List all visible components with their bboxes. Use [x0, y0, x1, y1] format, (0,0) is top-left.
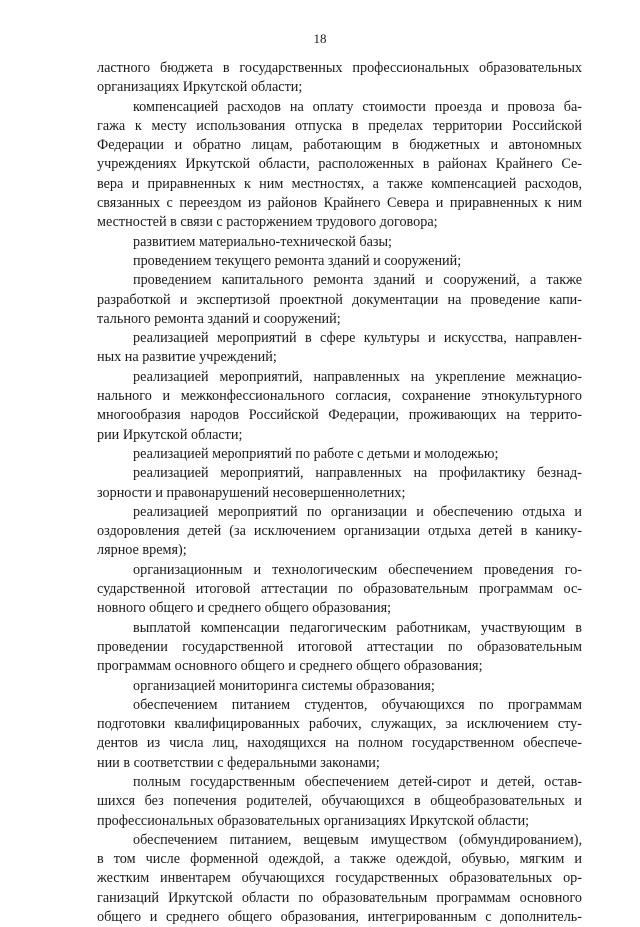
text-line: проведении государственной итоговой аттестации по образовательным: [97, 638, 582, 655]
text-line: сударственной итоговой аттестации по образовательным программам ос-: [97, 581, 582, 598]
text-line: оздоровления детей (за исключением организации отдыха детей в канику-: [97, 523, 582, 540]
text-line: местностей в связи с расторжением трудового договора;: [97, 214, 438, 231]
text-line: Федерации и обратно лицам, работающим в бюджетных и автономных: [97, 137, 582, 154]
text-line: разработкой и экспертизой проектной документации на проведение капи-: [97, 291, 582, 308]
text-line: шихся без попечения родителей, обучающихся в общеобразовательных и: [97, 793, 582, 810]
text-line: проведением капитального ремонта зданий и сооружений, а также: [133, 272, 582, 289]
text-line: нии в соответствии с федеральными законами;: [97, 754, 380, 771]
text-line: ластного бюджета в государственных профессиональных образовательных: [97, 60, 582, 76]
text-line: нального и межконфессионального согласия, сохранение этнокультурного: [97, 388, 582, 405]
text-line: реализацией мероприятий, направленных на профилактику безнад-: [133, 465, 582, 482]
text-line: новного общего и среднего общего образования;: [97, 600, 392, 617]
text-line: программам основного общего и среднего общего образования;: [97, 658, 483, 675]
text-line: вера и приравненных к ним местностях, а также компенсацией расходов,: [97, 175, 582, 192]
page-number: 18: [313, 31, 327, 46]
text-line: общего и среднего общего образования, интегрированным с дополнитель-: [97, 909, 582, 926]
text-line: многообразия народов Российской Федерации, проживающих на террито-: [97, 407, 582, 424]
text-line: подготовки квалифицированных рабочих, служащих, за исключением сту-: [97, 716, 582, 733]
text-line: ганизаций Иркутской области по образовательным программам основного: [97, 889, 582, 906]
text-line: рии Иркутской области;: [97, 426, 243, 443]
text-line: реализацией мероприятий по работе с детьми и молодежью;: [133, 445, 499, 462]
text-line: зорности и правонарушений несовершеннолетних;: [97, 484, 406, 501]
text-line: реализацией мероприятий в сфере культуры и искусства, направлен-: [133, 330, 582, 347]
text-line: в том числе форменной одеждой, а также одеждой, обувью, мягким и: [97, 851, 582, 868]
text-line: развитием материально-технической базы;: [133, 233, 392, 250]
text-line: учреждениях Иркутской области, расположенных в районах Крайнего Се-: [97, 156, 582, 173]
text-line: дентов из числа лиц, находящихся на полном государственном обеспече-: [97, 735, 582, 752]
text-line: компенсацией расходов на оплату стоимости проезда и провоза ба-: [133, 98, 582, 115]
text-line: реализацией мероприятий по организации и обеспечению отдыха и: [133, 503, 582, 520]
text-line: выплатой компенсации педагогическим работникам, участвующим в: [133, 619, 582, 636]
text-line: профессиональных образовательных организациях Иркутской области;: [97, 812, 530, 829]
text-line: полным государственным обеспечением детей-сирот и детей, остав-: [133, 773, 582, 790]
text-line: проведением текущего ремонта зданий и сооружений;: [133, 252, 462, 269]
text-line: обеспечением питанием студентов, обучающихся по программам: [133, 696, 582, 713]
text-line: организацией мониторинга системы образования;: [133, 677, 435, 694]
text-line: тального ремонта зданий и сооружений;: [97, 310, 341, 327]
text-line: жестким инвентарем обучающихся государственных образовательных ор-: [97, 870, 582, 887]
text-line: лярное время);: [97, 542, 187, 559]
text-line: связанных с переездом из районов Крайнего Севера и приравненных к ним: [97, 195, 582, 212]
text-line: организациях Иркутской области;: [97, 79, 303, 96]
text-line: ных на развитие учреждений;: [97, 349, 277, 366]
text-line: обеспечением питанием, вещевым имуществом (обмундированием),: [133, 831, 582, 848]
text-line: гажа к месту использования отпуска в пределах территории Российской: [97, 117, 582, 134]
body-text: [97, 59, 582, 927]
text-line: реализацией мероприятий, направленных на укрепление межнацио-: [133, 368, 582, 385]
text-line: организационным и технологическим обеспечением проведения го-: [133, 561, 582, 578]
